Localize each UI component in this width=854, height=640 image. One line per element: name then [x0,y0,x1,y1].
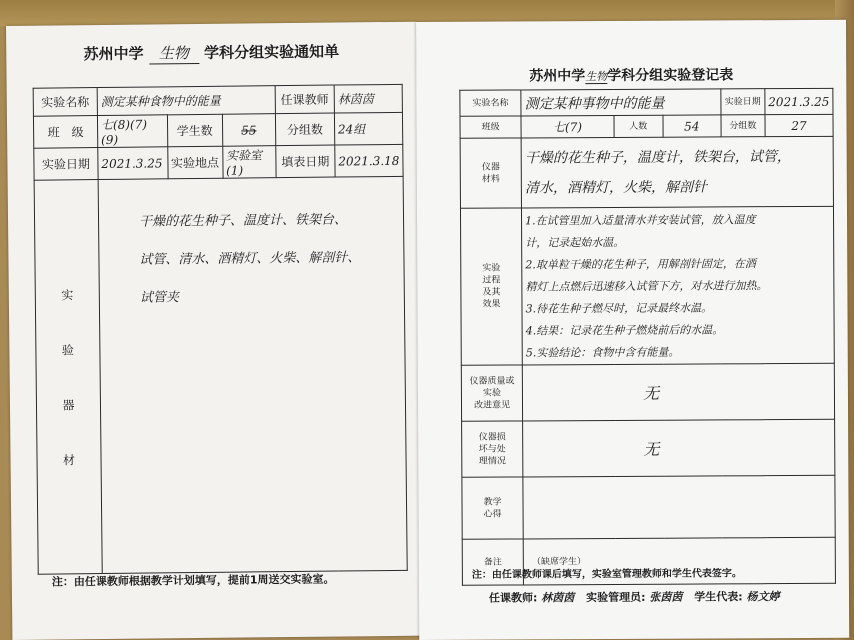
experiment-date-value: 2021.3.25 [765,88,833,114]
quality-value: 无 [522,363,834,421]
experiment-name-label: 实验名称 [460,90,521,116]
process-label: 实验 过程 及其 效果 [460,208,522,365]
experiment-name-value: 测定某种食物中的能量 [97,86,275,116]
count-label: 人数 [614,115,663,137]
teacher-signature: 林茵茵 [541,591,575,605]
fill-date-value: 2021.3.18 [335,144,403,177]
insight-value [523,475,835,539]
signature-line [489,588,780,606]
registration-form-table [459,88,836,586]
title-school: 苏州中学 [83,44,144,64]
experiment-name-label: 实验名称 [33,88,97,117]
class-value: 七(8)(7)(9) [97,115,167,148]
group-count-label: 分组数 [275,113,334,146]
location-value: 实验室(1) [222,146,276,179]
notice-form-title [6,40,416,66]
teacher-value: 林茵茵 [334,84,402,113]
notice-form-table [33,84,408,575]
equipment-value: 干燥的花生种子，温度计，铁架台，试管， 清水，酒精灯，火柴，解剖针 [521,136,833,208]
admin-signature-label: 实验管理员: [586,590,646,605]
group-count-value: 24组 [334,112,402,145]
notice-footer-note: 注：由任课教师根据教学计划填写，提前1周送交实验室。 [51,572,335,589]
equipment-label: 仪器 材料 [460,138,521,208]
class-label: 班级 [460,116,521,138]
equipment-value: 干燥的花生种子、温度计、铁架台、 试管、清水、酒精灯、火柴、解剖针、 试管夹 [98,176,407,573]
experiment-name-value: 测定某种事物中的能量 [521,89,721,116]
title-form-type: 学科分组实验通知单 [203,42,340,62]
class-value: 七(7) [521,115,614,137]
fill-date-label: 填表日期 [276,145,335,178]
notice-form-sheet [6,22,422,640]
student-signature-label: 学生代表: [694,590,743,604]
experiment-date-value: 2021.3.25 [98,147,168,180]
admin-signature: 张茵茵 [649,590,683,604]
quality-label: 仪器质量或 实验 改进意见 [461,365,522,421]
title-subject: 生物 [149,42,199,65]
remarks-label: 备注 [462,539,523,585]
location-label: 实验地点 [167,146,222,179]
group-count-label: 分组数 [721,115,765,137]
damage-value: 无 [523,419,835,477]
group-count-value: 27 [765,114,833,136]
remarks-value: （缺席学生） [523,537,835,585]
title-subject: 生物 [585,69,608,84]
registration-form-title [416,64,846,86]
teacher-signature-label: 任课教师: [488,591,538,605]
student-signature: 杨文婷 [746,590,780,604]
registration-form-sheet [416,20,849,640]
experiment-date-label: 实验日期 [34,148,98,181]
student-count-value: 55 [222,114,276,147]
damage-label: 仪器损 坏与处 理情况 [462,421,523,477]
class-label: 班 级 [33,116,97,149]
teacher-label: 任课教师 [275,85,334,114]
insight-label: 教学 心得 [462,477,523,539]
experiment-date-label: 实验日期 [721,89,765,115]
count-value: 54 [663,115,721,137]
title-school: 苏州中学 [529,68,586,85]
title-form-type: 学科分组实验登记表 [607,67,734,84]
equipment-label: 实 验 器 材 [34,180,102,575]
registration-footer-note: 注：由任课教师课后填写，实验室管理教师和学生代表签字。 [471,568,742,581]
process-value: 1.在试管里加入适量清水并安装试管，放入温度 计，记录起始水温。 2.取单粒干燥的花生种子，用解剖针固定，在酒 精灯上点燃后迅速移入试管下方，对水进行加热。 3.待花生种子燃尽时，记录最终水温。 4.结果：记录花生种子燃烧前后的水温。 5.实验结论：食物中含有能量。 [522,206,835,365]
student-count-label: 学生数 [167,114,222,147]
